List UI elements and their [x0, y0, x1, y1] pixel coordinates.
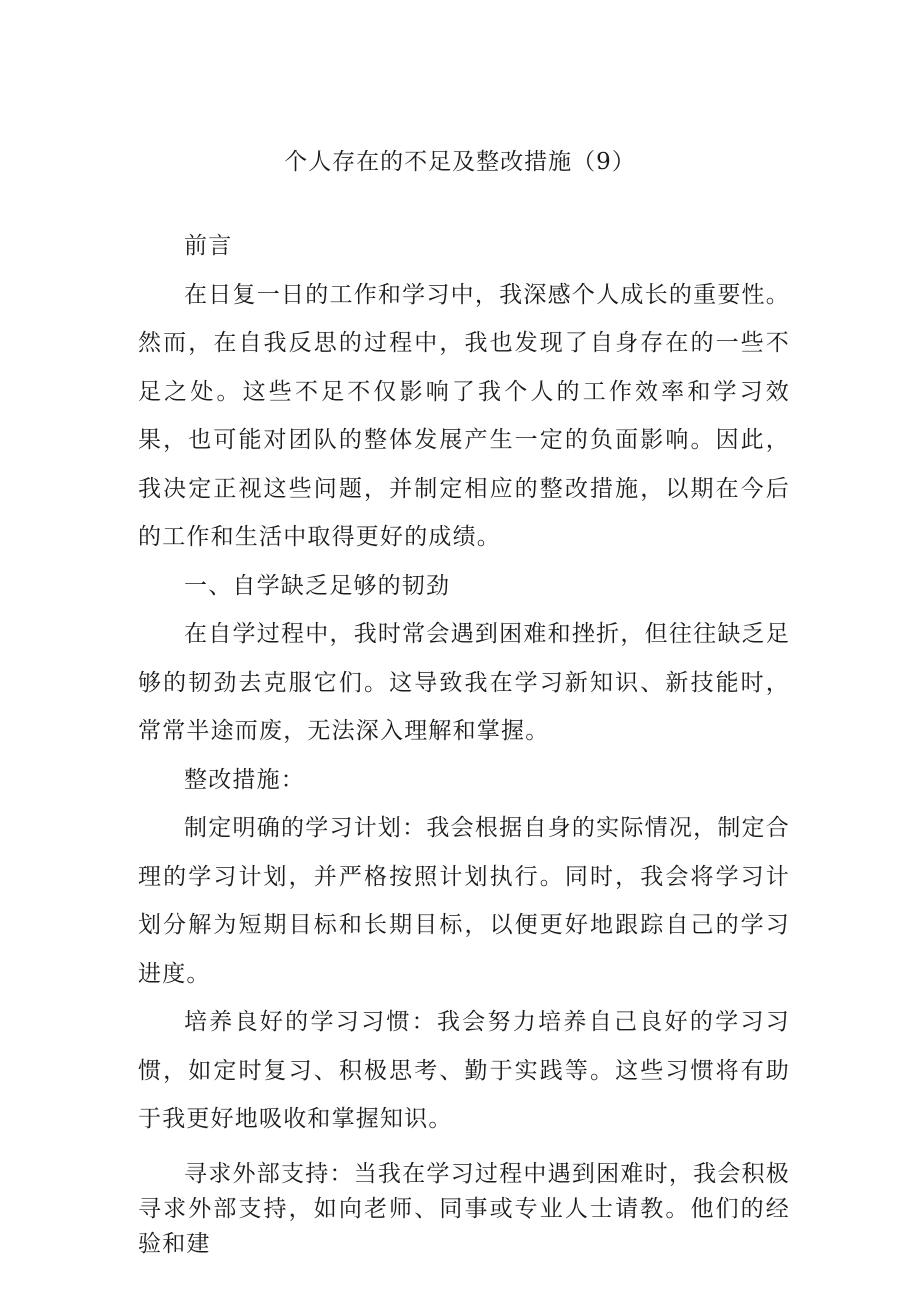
paragraph-measure-plan: 制定明确的学习计划：我会根据自身的实际情况，制定合理的学习计划，并严格按照计划执行。同时，我会将学习计划分解为短期目标和长期目标，以便更好地跟踪自己的学习进度。 [138, 815, 790, 987]
measures-heading: 整改措施： [184, 766, 305, 793]
paragraph-measure-habit: 培养良好的学习习惯：我会努力培养自己良好的学习习惯，如定时复习、积极思考、勤于实践等。这些习惯将有助于我更好地吸收和掌握知识。 [138, 1009, 790, 1132]
paragraph-measure-support: 寻求外部支持：当我在学习过程中遇到困难时，我会积极寻求外部支持，如向老师、同事或专业人士请教。他们的经验和建 [138, 1160, 790, 1257]
document-body [138, 222, 790, 1262]
paragraph-preface: 在日复一日的工作和学习中，我深感个人成长的重要性。然而，在自我反思的过程中，我也发现了自身存在的一些不足之处。这些不足不仅影响了我个人的工作效率和学习效果，也可能对团队的整体发展产生一定的负面影响。因此，我决定正视这些问题，并制定相应的整改措施，以期在今后的工作和生活中取得更好的成绩。 [138, 281, 790, 550]
section-heading-1: 一、自学缺乏足够的韧劲 [184, 572, 451, 599]
document-title: 个人存在的不足及整改措施（9） [284, 149, 636, 175]
paragraph-problem: 在自学过程中，我时常会遇到困难和挫折，但往往缺乏足够的韧劲去克服它们。这导致我在学习新知识、新技能时，常常半途而废，无法深入理解和掌握。 [138, 621, 790, 744]
paragraph-preface-heading: 前言 [184, 233, 233, 259]
